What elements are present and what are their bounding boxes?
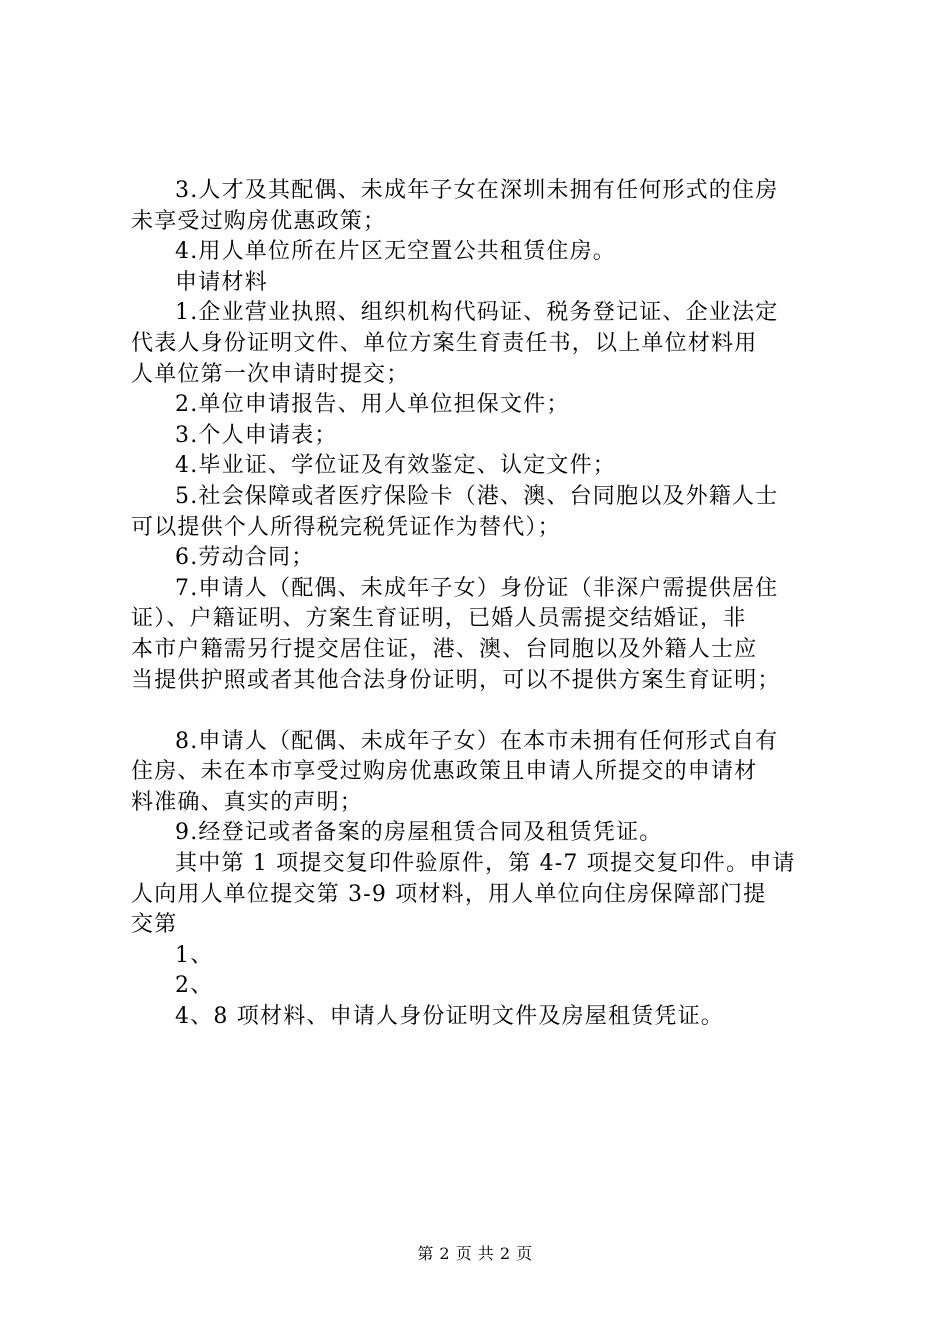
blank-line [131,696,843,727]
text-line: 代表人身份证明文件、单位方案生育责任书，以上单位材料用 [131,330,758,356]
text-line: 其中第 1 项提交复印件验原件，第 4-7 项提交复印件。申请 [175,851,796,877]
text-line: 2、 [175,973,214,999]
text-line: 4.毕业证、学位证及有效鉴定、认定文件； [175,453,616,479]
text-line: 9.经登记或者备案的房屋租赁合同及租赁凭证。 [175,820,663,846]
text-line: 6.劳动合同； [175,545,315,571]
text-line: 3.人才及其配偶、未成年子女在深圳未拥有任何形式的住房 [175,178,779,203]
page-footer: 第 2 页 共 2 页 [417,1244,533,1263]
text-line: 本市户籍需另行提交居住证，港、澳、台同胞以及外籍人士应 [131,636,758,662]
text-line: 人向用人单位提交第 3-9 项材料，用人单位向住房保障部门提 [131,881,767,907]
text-line: 8.申请人（配偶、未成年子女）在本市未拥有任何形式自有 [175,728,779,754]
text-line: 未享受过购房优惠政策； [131,208,387,234]
text-line: 当提供护照或者其他合法身份证明，可以不提供方案生育证明； [131,667,781,693]
text-line: 3.个人申请表； [175,422,338,448]
text-line: 人单位第一次申请时提交； [131,361,410,387]
text-line: 5.社会保障或者医疗保险卡（港、澳、台同胞以及外籍人士 [175,483,779,509]
text-line: 7.申请人（配偶、未成年子女）身份证（非深户需提供居住 [175,575,779,601]
text-line: 证）、户籍证明、方案生育证明，已婚人员需提交结婚证，非 [131,606,747,632]
text-line: 交第 [131,912,178,938]
text-line: 住房、未在本市享受过购房优惠政策且申请人所提交的申请材 [131,759,758,785]
text-line: 料准确、真实的声明； [131,789,364,815]
text-line: 4、8 项材料、申请人身份证明文件及房屋租赁凭证。 [175,1004,724,1030]
document-body [131,176,843,1033]
text-line: 可以提供个人所得税完税凭证作为替代）； [131,514,561,540]
text-line: 1.企业营业执照、组织机构代码证、税务登记证、企业法定 [175,300,779,326]
text-line: 申请材料 [175,269,268,295]
text-line: 4.用人单位所在片区无空置公共租赁住房。 [175,239,616,265]
text-line: 1、 [175,942,214,968]
text-line: 2.单位申请报告、用人单位担保文件； [175,392,570,418]
